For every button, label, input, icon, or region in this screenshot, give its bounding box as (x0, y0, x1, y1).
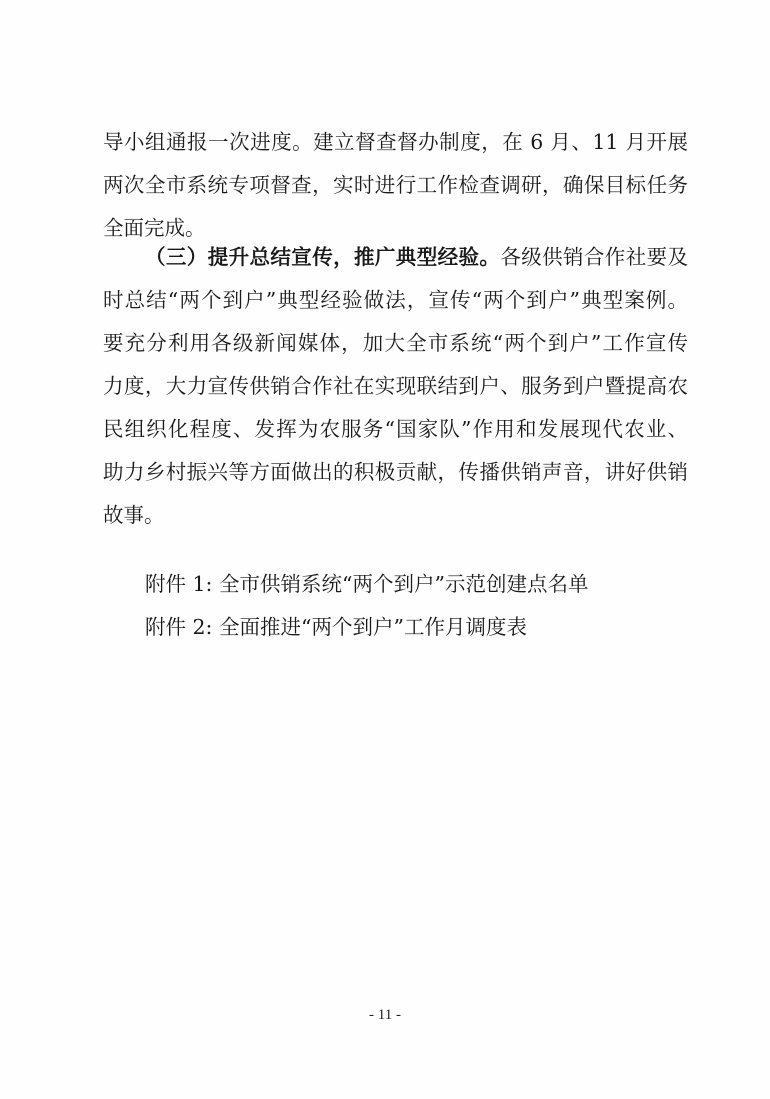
para2-line-2: 时总结“两个到户”典型经验做法，宣传“两个到户”典型案例。 (103, 288, 688, 312)
attachment-1: 附件 1: 全市供销系统“两个到户”示范创建点名单 (145, 572, 589, 596)
para2-line-1-rest: 各级供销合作社要及 (500, 245, 689, 269)
para1-line-2: 两次全市系统专项督查，实时进行工作检查调研，确保目标任务 (103, 173, 688, 197)
para2-line-3: 要充分利用各级新闻媒体，加大全市系统“两个到户”工作宣传 (103, 331, 688, 355)
attachment-2: 附件 2: 全面推进“两个到户”工作月调度表 (145, 615, 527, 639)
para2-line-4: 力度，大力宣传供销合作社在实现联结到户、服务到户暨提高农 (103, 374, 688, 398)
page-number: - 11 - (369, 1007, 401, 1023)
para1-line-3: 全面完成。 (103, 216, 206, 240)
para2-line-6: 助力乡村振兴等方面做出的积极贡献，传播供销声音，讲好供销 (103, 460, 688, 484)
para1-line-1: 导小组通报一次进度。建立督查督办制度，在 6 月、11 月开展 (103, 130, 688, 154)
para2-line-1 (145, 242, 688, 272)
para2-line-7: 故事。 (103, 503, 165, 527)
section-heading: （三）提升总结宣传，推广典型经验。 (145, 245, 501, 269)
para2-line-5: 民组织化程度、发挥为农服务“国家队”作用和发展现代农业、 (103, 417, 688, 441)
